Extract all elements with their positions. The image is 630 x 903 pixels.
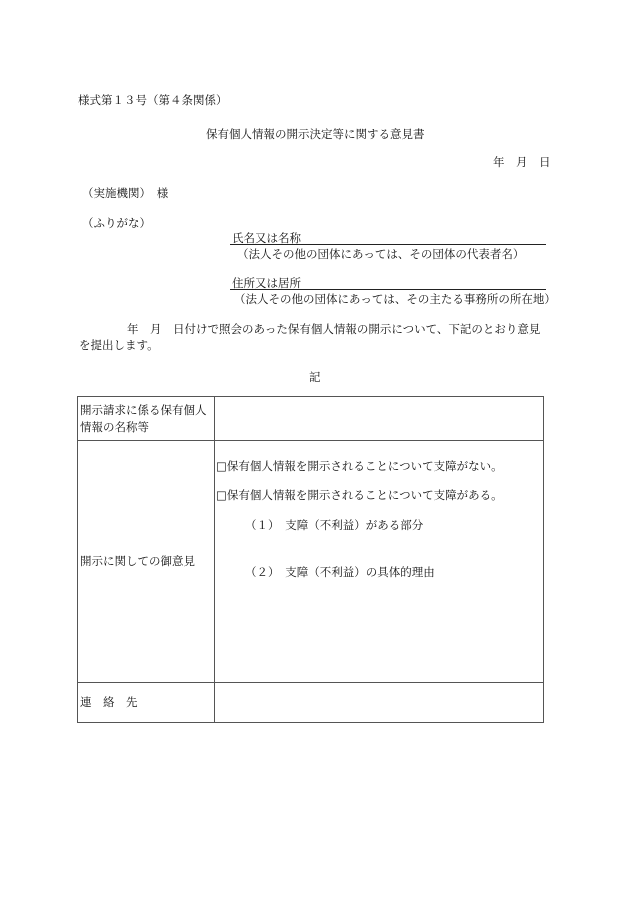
address-label: 住所又は居所 (232, 276, 301, 290)
option-issue-checkbox[interactable]: □保有個人情報を開示されることについて支障がある。 (216, 488, 503, 502)
furigana-label: （ふりがな） (82, 216, 151, 230)
request-info-value-cell[interactable] (215, 397, 544, 441)
opinion-label: 開示に関しての御意見 (80, 554, 195, 569)
name-note: （法人その他の団体にあっては、その団体の代表者名） (237, 247, 525, 261)
document-title: 保有個人情報の開示決定等に関する意見書 (206, 127, 425, 141)
ki-heading: 記 (309, 370, 321, 384)
opinion-label-cell (78, 441, 215, 683)
table-row (78, 441, 544, 683)
opinion-value-cell (215, 441, 544, 683)
contact-label: 連 絡 先 (80, 695, 138, 710)
body-text-line1: 年 月 日付けで照会のあった保有個人情報の開示について、下記のとおり意見 (127, 322, 541, 336)
form-number: 様式第１３号（第４条関係） (78, 93, 228, 107)
table-row (78, 683, 544, 723)
addressee-agency: （実施機関） 様 (82, 186, 169, 200)
request-info-label-line2: 情報の名称等 (80, 419, 149, 434)
contact-value-cell[interactable] (215, 683, 544, 723)
sub-item-specific-reason: （２） 支障（不利益）の具体的理由 (245, 565, 435, 579)
date-line: 年 月 日 (493, 155, 551, 169)
table-row (78, 397, 544, 441)
contact-label-cell (78, 683, 215, 723)
body-text-line2: を提出します。 (79, 338, 159, 352)
request-info-label-line1: 開示請求に係る保有個人 (80, 402, 207, 417)
opinion-table (77, 396, 544, 723)
address-note: （法人その他の団体にあっては、その主たる事務所の所在地） (234, 292, 556, 306)
request-info-label-cell (78, 397, 215, 441)
name-underline (230, 244, 546, 245)
address-underline (230, 289, 546, 290)
name-label: 氏名又は名称 (232, 231, 301, 245)
sub-item-affected-part: （１） 支障（不利益）がある部分 (245, 518, 424, 532)
option-no-issue-checkbox[interactable]: □保有個人情報を開示されることについて支障がない。 (216, 459, 503, 473)
